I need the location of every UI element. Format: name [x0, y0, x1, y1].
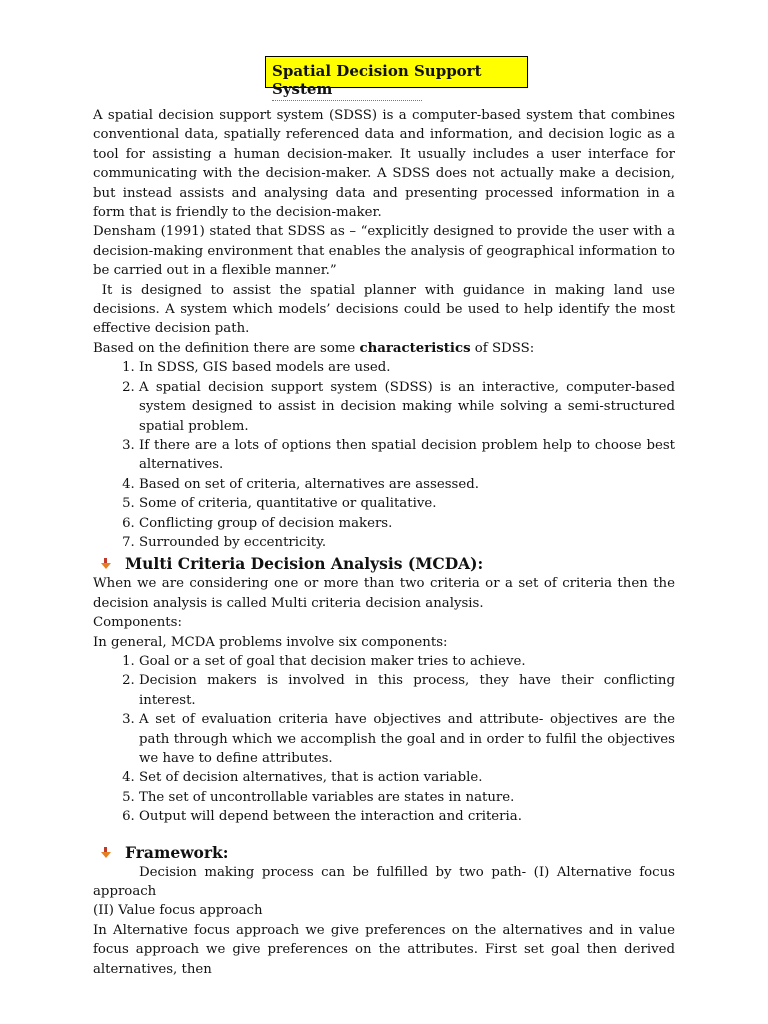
densham-paragraph: Densham (1991) stated that SDSS as – “explicitly designed to provide the user with a decision-making environment that enables the analysis of geographical information to be carried out in a flexible manner.”: [93, 224, 675, 279]
list-item: 6. Conflicting group of decision makers.: [139, 514, 675, 533]
list-item: 2. Decision makers is involved in this process, they have their conflicting interest.: [139, 671, 675, 710]
list-item: 5. Some of criteria, quantitative or qualitative.: [139, 494, 675, 513]
list-item: 4. Based on set of criteria, alternatives are assessed.: [139, 475, 675, 494]
components-intro: In general, MCDA problems involve six components:: [93, 634, 448, 650]
list-item: 2. A spatial decision support system (SDSS) is an interactive, computer-based system designed to assist in decision making while solving a semi-structured spatial problem.: [139, 378, 675, 436]
framework-paragraph: In Alternative focus approach we give preferences on the alternatives and in value focus approach we give preferences on the attributes. First set goal then derived alternatives, then: [93, 922, 675, 977]
list-item: 1. Goal or a set of goal that decision maker tries to achieve.: [139, 652, 675, 671]
characteristics-list: [93, 358, 675, 552]
components-label: Components:: [93, 615, 182, 631]
mcda-heading: Multi Criteria Decision Analysis (MCDA):: [125, 554, 484, 574]
spacer: [93, 827, 675, 841]
list-item: 5. The set of uncontrollable variables are states in nature.: [139, 788, 675, 807]
components-list: [93, 652, 675, 827]
page-title-box: [265, 56, 528, 98]
mcda-intro: When we are considering one or more than two criteria or a set of criteria then the decision analysis is called Multi criteria decision analysis.: [93, 576, 675, 611]
list-item: 3. A set of evaluation criteria have objectives and attribute- objectives are the path through which we accomplish the goal and in order to fulfil the objectives we have to define attributes.: [139, 710, 675, 768]
title-underline: [272, 100, 422, 103]
list-item: 6. Output will depend between the interaction and criteria.: [139, 807, 675, 826]
char-pre: Based on the definition there are some: [93, 340, 360, 356]
list-item: 3. If there are a lots of options then spatial decision problem help to choose best alternatives.: [139, 436, 675, 475]
char-bold: characteristics: [359, 340, 471, 356]
list-item: 1. In SDSS, GIS based models are used.: [139, 358, 675, 377]
intro-paragraph: A spatial decision support system (SDSS) is a computer-based system that combines conventional data, spatially referenced data and information, and decision logic as a tool for assisting a human decision-maker. It usually includes a user interface for communicating with the decision-maker. A SDSS does not actually make a decision, but instead assists and analysing data and presenting processed information in a form that is friendly to the decision-maker.: [93, 108, 675, 221]
framework-line-2: (II) Value focus approach: [93, 903, 263, 919]
char-post: of SDSS:: [470, 340, 535, 356]
framework-line-1: Decision making process can be fulfilled by two path- (I) Alternative focus approach: [93, 864, 675, 900]
framework-heading: Framework:: [125, 842, 229, 862]
bullet-arrow-icon: [101, 847, 111, 859]
bullet-arrow-icon: [101, 558, 111, 570]
designed-paragraph: It is designed to assist the spatial planner with guidance in making land use decisions. A system which models’ decisions could be used to help identify the most effective decision path.: [93, 282, 675, 337]
mcda-heading-row: [93, 554, 675, 574]
framework-heading-row: [93, 843, 675, 863]
characteristics-intro: [93, 339, 675, 358]
list-item: 7. Surrounded by eccentricity.: [139, 533, 675, 552]
list-item: 4. Set of decision alternatives, that is action variable.: [139, 768, 675, 787]
document-body: [93, 106, 675, 979]
page-title: Spatial Decision Support System: [272, 62, 482, 98]
